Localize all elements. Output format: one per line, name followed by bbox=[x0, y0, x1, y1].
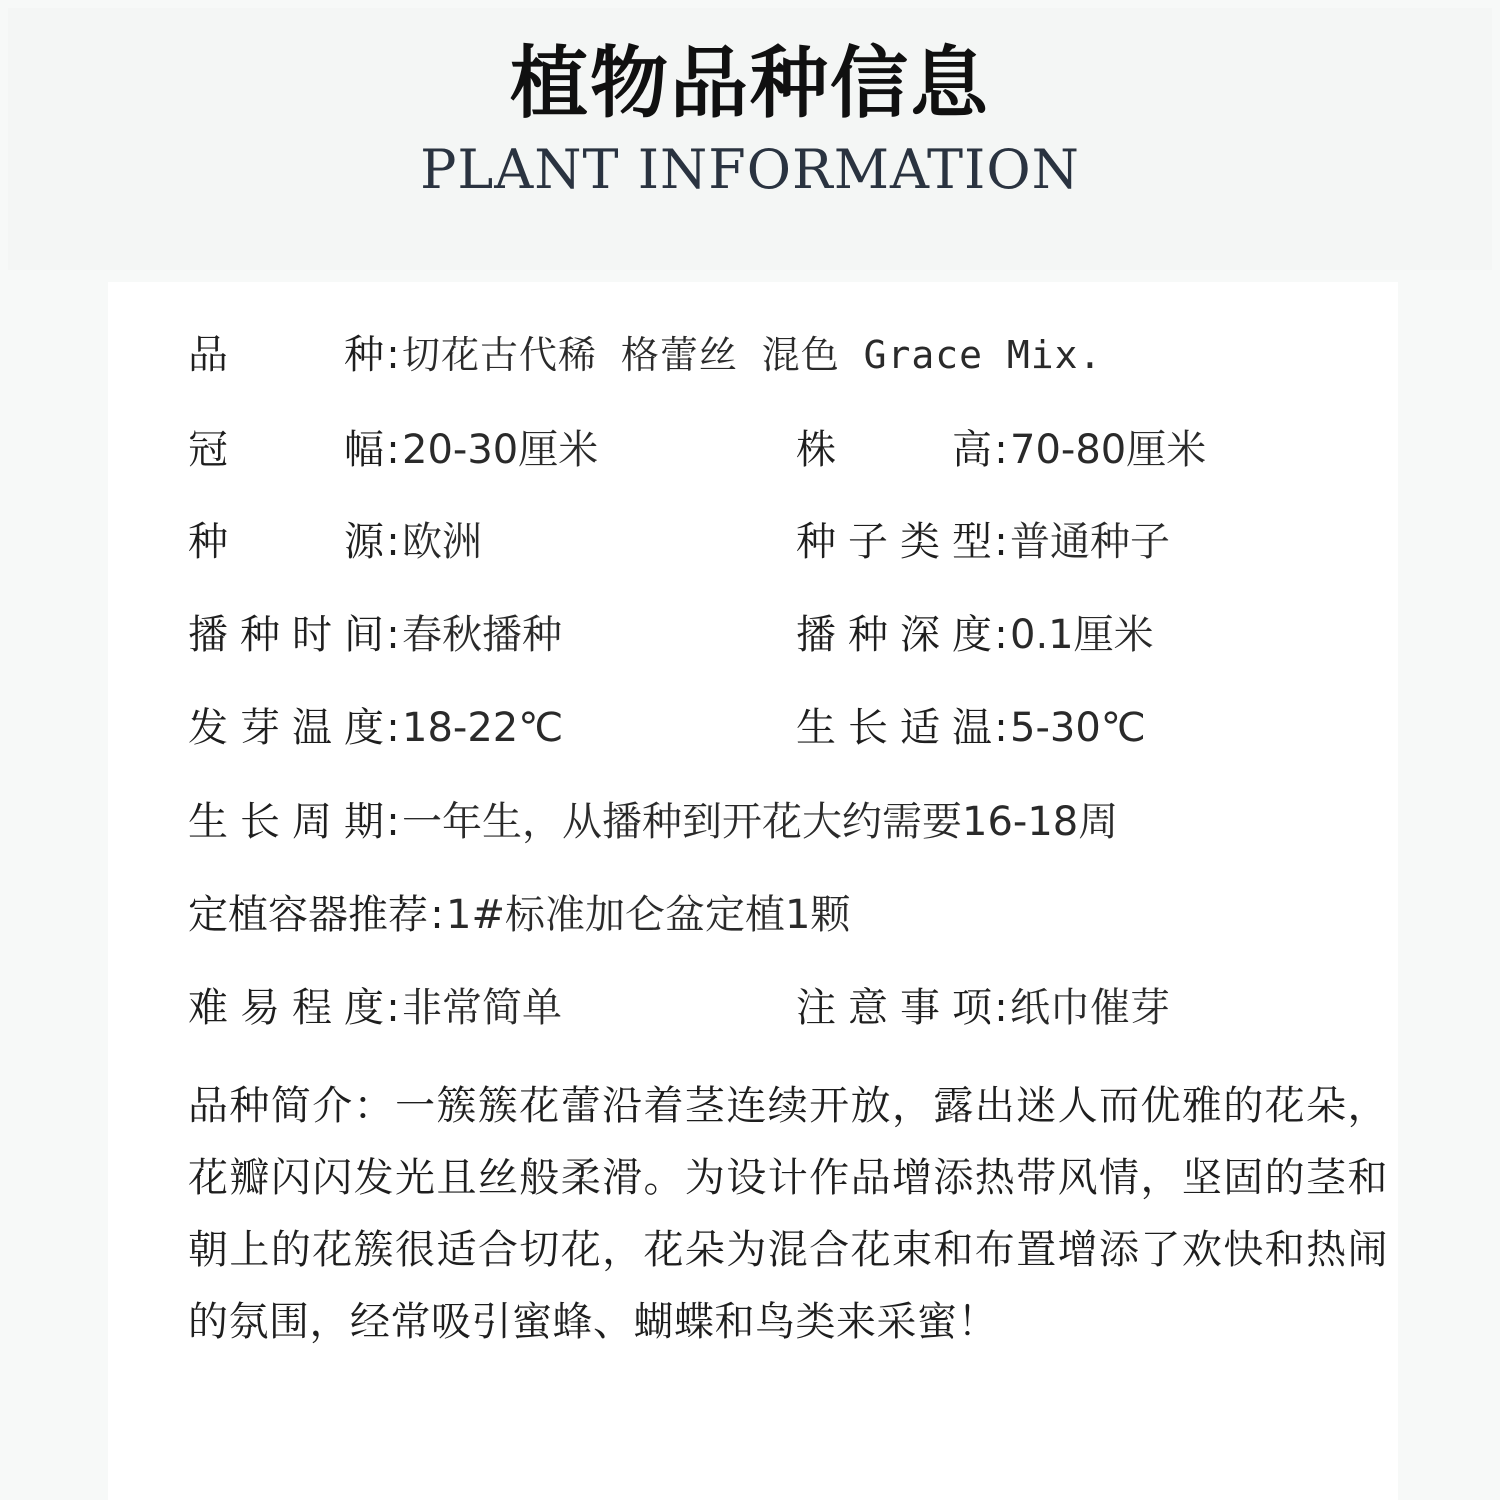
growth-temp-label: 生长适温 bbox=[796, 705, 992, 751]
germination-temp-label: 发芽温度 bbox=[188, 705, 384, 751]
variety-row bbox=[188, 325, 1102, 385]
container-value: 1#标准加仑盆定植1颗 bbox=[446, 892, 851, 938]
page-subtitle: PLANT INFORMATION bbox=[420, 138, 1080, 201]
height-row bbox=[796, 420, 1206, 480]
sowing-time-value: 春秋播种 bbox=[402, 612, 562, 658]
page-title: 植物品种信息 bbox=[509, 39, 990, 129]
notes-row bbox=[796, 978, 1170, 1038]
growth-temp-value: 5-30℃ bbox=[1010, 705, 1146, 751]
crown-label: 冠幅 bbox=[188, 427, 384, 473]
growth-temp-row bbox=[796, 698, 1146, 758]
sowing-depth-colon: : bbox=[994, 612, 1008, 658]
sowing-depth-row bbox=[796, 605, 1154, 665]
notes-colon: : bbox=[994, 985, 1008, 1031]
crown-row bbox=[188, 420, 598, 480]
intro-label: 品种简介： bbox=[188, 1083, 396, 1129]
seed-type-value: 普通种子 bbox=[1010, 519, 1170, 565]
sowing-time-colon: : bbox=[386, 612, 400, 658]
container-label: 定植容器推荐 bbox=[188, 892, 428, 938]
origin-row bbox=[188, 512, 482, 572]
height-label: 株高 bbox=[796, 427, 992, 473]
growth-cycle-row bbox=[188, 792, 1118, 852]
growth-cycle-colon: : bbox=[386, 799, 400, 845]
germination-temp-value: 18-22℃ bbox=[402, 705, 564, 751]
seed-type-colon: : bbox=[994, 519, 1008, 565]
container-colon: : bbox=[430, 892, 444, 938]
notes-value: 纸巾催芽 bbox=[1010, 985, 1170, 1031]
difficulty-label: 难易程度 bbox=[188, 985, 384, 1031]
sowing-time-row bbox=[188, 605, 562, 665]
notes-label: 注意事项 bbox=[796, 985, 992, 1031]
growth-cycle-label: 生长周期 bbox=[188, 799, 384, 845]
variety-value: 切花古代稀 格蕾丝 混色 Grace Mix. bbox=[402, 333, 1103, 377]
sowing-time-label: 播种时间 bbox=[188, 612, 384, 658]
seed-type-row bbox=[796, 512, 1170, 572]
growth-cycle-value: 一年生，从播种到开花大约需要16-18周 bbox=[402, 799, 1119, 845]
origin-colon: : bbox=[386, 519, 400, 565]
germination-temp-row bbox=[188, 698, 563, 758]
crown-value: 20-30厘米 bbox=[402, 427, 599, 473]
container-row bbox=[188, 885, 850, 945]
variety-intro bbox=[188, 1070, 1388, 1358]
variety-label: 品种 bbox=[188, 332, 384, 378]
height-value: 70-80厘米 bbox=[1010, 427, 1207, 473]
difficulty-value: 非常简单 bbox=[402, 985, 562, 1031]
intro-text: 一簇簇花蕾沿着茎连续开放，露出迷人而优雅的花朵，花瓣闪闪发光且丝般柔滑。为设计作品增添热带风情，坚固的茎和朝上的花簇很适合切花，花朵为混合花束和布置增添了欢快和热闹的氛围，经常吸引蜜蜂、蝴蝶和鸟类来采蜜！ bbox=[188, 1083, 1389, 1345]
origin-label: 种源 bbox=[188, 519, 384, 565]
germination-temp-colon: : bbox=[386, 705, 400, 751]
sowing-depth-value: 0.1厘米 bbox=[1010, 612, 1154, 658]
variety-colon: : bbox=[386, 332, 400, 378]
crown-colon: : bbox=[386, 427, 400, 473]
height-colon: : bbox=[994, 427, 1008, 473]
seed-type-label: 种子类型 bbox=[796, 519, 992, 565]
difficulty-colon: : bbox=[386, 985, 400, 1031]
difficulty-row bbox=[188, 978, 562, 1038]
origin-value: 欧洲 bbox=[402, 519, 482, 565]
sowing-depth-label: 播种深度 bbox=[796, 612, 992, 658]
growth-temp-colon: : bbox=[994, 705, 1008, 751]
